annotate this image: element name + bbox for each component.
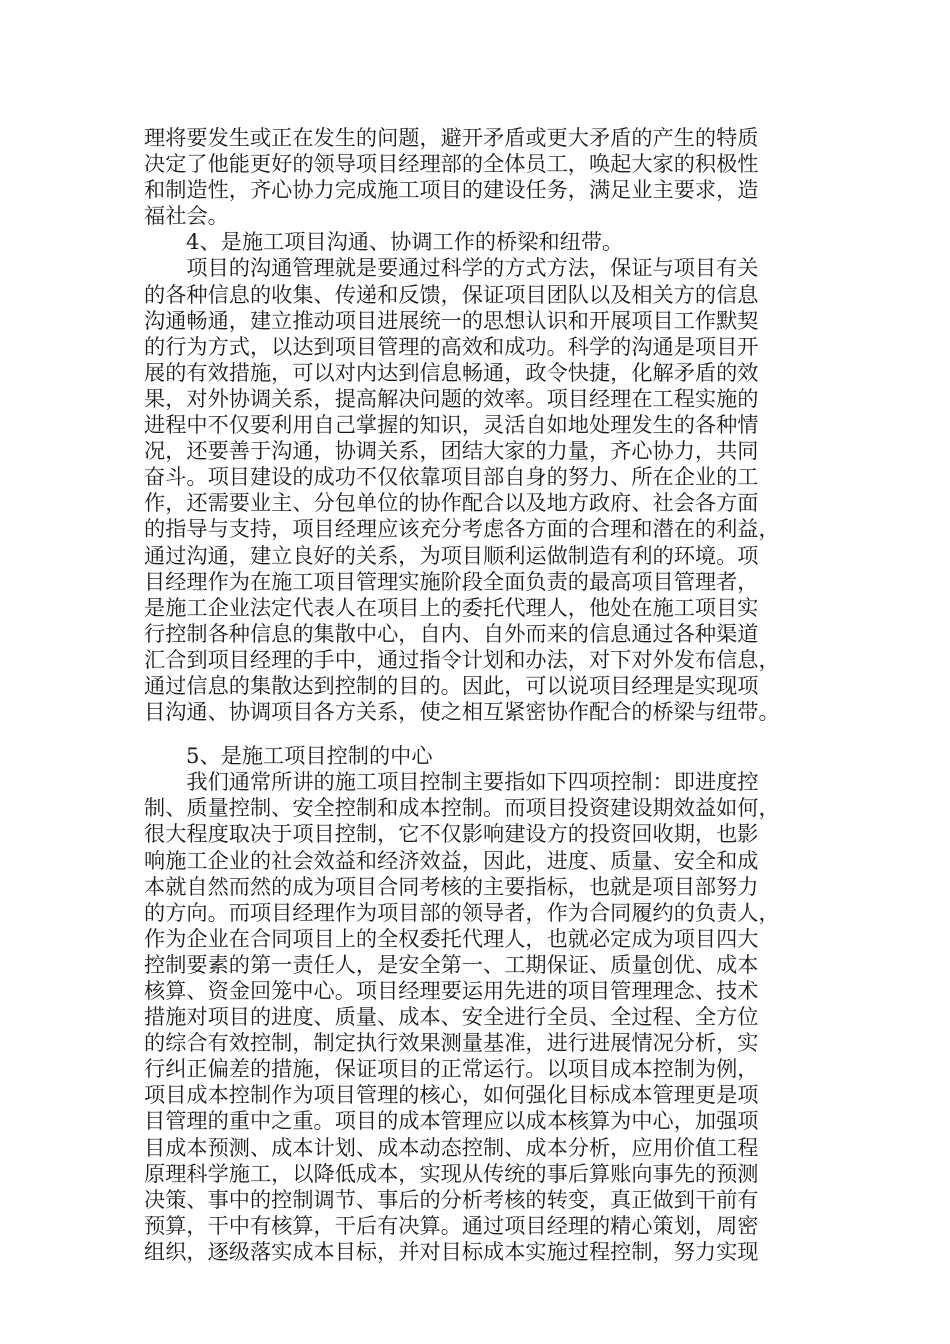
text-line: 本就自然而然的成为项目合同考核的主要指标，也就是项目部努力 <box>144 873 759 899</box>
text-line: 作为企业在合同项目上的全权委托代理人，也就必定成为项目四大 <box>144 925 759 951</box>
text-line: 行纠正偏差的措施，保证项目的正常运行。以项目成本控制为例， <box>144 1056 759 1082</box>
section-heading-5 <box>144 743 820 769</box>
paragraph-gap <box>144 725 820 743</box>
text-line: 理将要发生或正在发生的问题，避开矛盾或更大矛盾的产生的特质 <box>144 125 759 150</box>
text-line: 通过沟通，建立良好的关系，为项目顺利运做制造有利的环境。项 <box>144 542 759 568</box>
text-line: 目经理作为在施工项目管理实施阶段全面负责的最高项目管理者， <box>144 568 759 594</box>
paragraph-communication <box>144 255 820 725</box>
text-line: 进程中不仅要利用自己掌握的知识，灵活自如地处理发生的各种情 <box>144 412 759 438</box>
text-line: 行控制各种信息的集散中心，自内、自外而来的信息通过各种渠道 <box>144 620 759 646</box>
text-line: 目成本预测、成本计划、成本动态控制、成本分析，应用价值工程 <box>144 1134 759 1160</box>
paragraph-control <box>144 769 820 1265</box>
text-line: 果，对外协调关系，提高解决问题的效率。项目经理在工程实施的 <box>144 385 759 411</box>
heading-text: 5、是施工项目控制的中心 <box>186 743 433 769</box>
text-line: 预算，干中有核算，干后有决算。通过项目经理的精心策划，周密 <box>144 1212 759 1238</box>
text-line: 决策、事中的控制调节、事后的分析考核的转变，真正做到干前有 <box>144 1186 759 1212</box>
text-line: 措施对项目的进度、质量、成本、安全进行全员、全过程、全方位 <box>144 1004 759 1030</box>
text-line: 组织，逐级落实成本目标，并对目标成本实施过程控制，努力实现 <box>144 1238 759 1264</box>
text-line: 项目成本控制作为项目管理的核心，如何强化目标成本管理更是项 <box>144 1082 759 1108</box>
document-page <box>144 125 820 1265</box>
text-line: 响施工企业的社会效益和经济效益，因此，进度、质量、安全和成 <box>144 847 759 873</box>
heading-text: 4、是施工项目沟通、协调工作的桥梁和纽带。 <box>186 229 624 255</box>
text-line: 制、质量控制、安全控制和成本控制。而项目投资建设期效益如何， <box>144 795 780 821</box>
text-line: 核算、资金回笼中心。项目经理要运用先进的项目管理理念、技术 <box>144 978 759 1003</box>
text-line: 和制造性，齐心协力完成施工项目的建设任务，满足业主要求，造 <box>144 177 759 203</box>
text-line: 的综合有效控制，制定执行效果测量基准，进行进展情况分析，实 <box>144 1030 759 1056</box>
text-line: 奋斗。项目建设的成功不仅依靠项目部自身的努力、所在企业的工 <box>144 464 759 490</box>
text-line: 原理科学施工，以降低成本，实现从传统的事后算账向事先的预测 <box>144 1160 759 1186</box>
text-line: 福社会。 <box>144 203 229 229</box>
text-line: 汇合到项目经理的手中，通过指令计划和办法，对下对外发布信息， <box>144 646 780 672</box>
text-line: 控制要素的第一责任人，是安全第一、工期保证、质量创优、成本 <box>144 951 759 977</box>
text-line: 况，还要善于沟通，协调关系，团结大家的力量，齐心协力，共同 <box>144 438 759 464</box>
text-line: 目管理的重中之重。项目的成本管理应以成本核算为中心，加强项 <box>144 1108 759 1134</box>
section-heading-4 <box>144 229 820 255</box>
text-line: 通过信息的集散达到控制的目的。因此，可以说项目经理是实现项 <box>144 672 759 698</box>
text-line: 是施工企业法定代表人在项目上的委托代理人，他处在施工项目实 <box>144 594 759 620</box>
text-line: 目沟通、协调项目各方关系，使之相互紧密协作配合的桥梁与纽带。 <box>144 699 780 725</box>
text-line: 项目的沟通管理就是要通过科学的方式方法，保证与项目有关 <box>144 255 759 281</box>
text-line: 的行为方式，以达到项目管理的高效和成功。科学的沟通是项目开 <box>144 333 759 359</box>
text-line: 作，还需要业主、分包单位的协作配合以及地方政府、社会各方面 <box>144 490 759 516</box>
text-line: 沟通畅通，建立推动项目进展统一的思想认识和开展项目工作默契 <box>144 307 759 333</box>
text-line: 展的有效措施，可以对内达到信息畅通，政令快捷，化解矛盾的效 <box>144 359 759 385</box>
text-line: 的指导与支持，项目经理应该充分考虑各方面的合理和潜在的利益， <box>144 516 780 542</box>
text-line: 决定了他能更好的领导项目经理部的全体员工，唤起大家的积极性 <box>144 151 759 177</box>
text-line: 很大程度取决于项目控制，它不仅影响建设方的投资回收期，也影 <box>144 821 759 847</box>
text-line: 我们通常所讲的施工项目控制主要指如下四项控制：即进度控 <box>144 769 759 795</box>
paragraph-continuation <box>144 125 820 229</box>
text-line: 的方向。而项目经理作为项目部的领导者，作为合同履约的负责人， <box>144 899 780 925</box>
text-line: 的各种信息的收集、传递和反馈，保证项目团队以及相关方的信息 <box>144 281 759 307</box>
